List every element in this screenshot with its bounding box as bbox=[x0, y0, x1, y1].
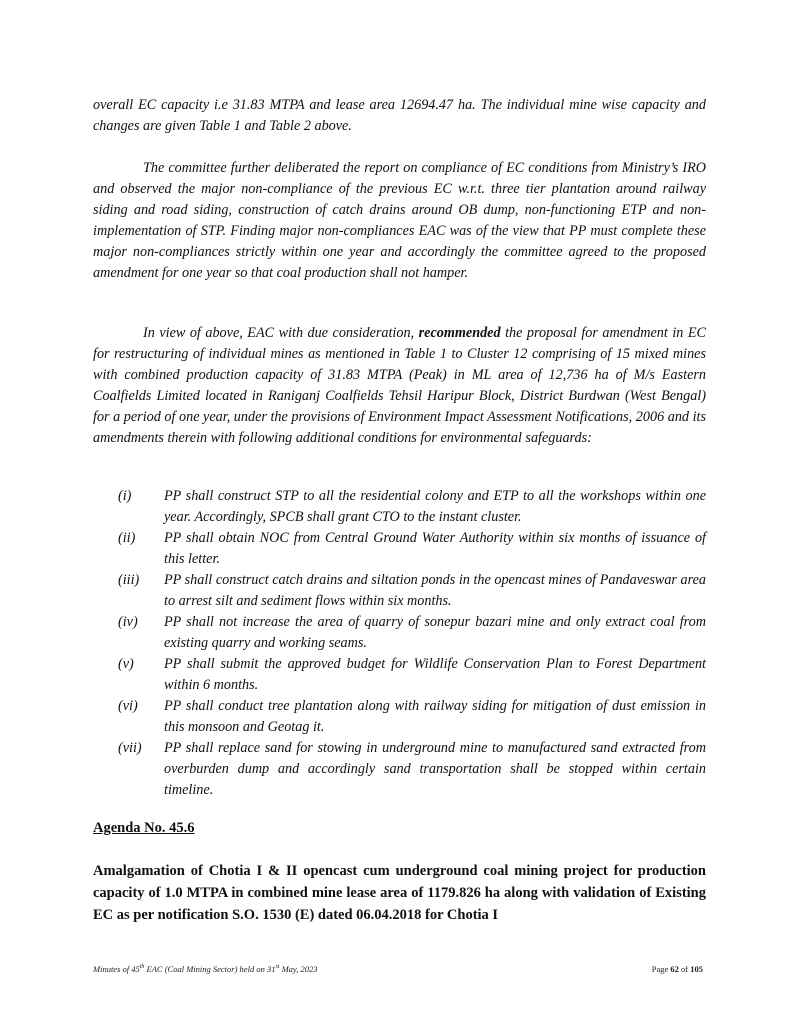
footer-sup: st bbox=[275, 964, 280, 971]
condition-number: (vi) bbox=[118, 698, 138, 714]
condition-item bbox=[93, 570, 706, 612]
page-prefix: Page bbox=[651, 964, 671, 974]
condition-text: PP shall not increase the area of quarry of sonepur bazari mine and only extract coal from existing quarry and working seams. bbox=[164, 614, 706, 651]
condition-text: PP shall conduct tree plantation along with railway siding for mitigation of dust emission in this monsoon and Geotag it. bbox=[164, 698, 706, 735]
condition-text: PP shall submit the approved budget for Wildlife Conservation Plan to Forest Department within 6 months. bbox=[164, 656, 706, 693]
condition-item bbox=[93, 696, 706, 738]
condition-number: (v) bbox=[118, 656, 134, 672]
footer-text: May, 2023 bbox=[279, 964, 318, 974]
page-of: of bbox=[678, 964, 691, 974]
recommendation-text-before: In view of above, EAC with due consideration, bbox=[143, 325, 419, 341]
condition-number: (iii) bbox=[118, 572, 140, 588]
condition-number: (iv) bbox=[118, 614, 138, 630]
page-total: 105 bbox=[690, 964, 703, 974]
condition-item bbox=[93, 654, 706, 696]
condition-text: PP shall obtain NOC from Central Ground Water Authority within six months of issuance of this letter. bbox=[164, 530, 706, 567]
condition-text: PP shall construct catch drains and siltation ponds in the opencast mines of Pandaveswar area to arrest silt and sediment flows within six months. bbox=[164, 572, 706, 609]
footer-sup: th bbox=[139, 964, 145, 971]
recommended-bold: recommended bbox=[418, 325, 501, 341]
condition-text: PP shall construct STP to all the residential colony and ETP to all the workshops within one year. Accordingly, SPCB shall grant CTO to the instant cluster. bbox=[164, 488, 706, 525]
footer-text: EAC (Coal Mining Sector) held on 31 bbox=[144, 964, 276, 974]
footer-text: Minutes of 45 bbox=[93, 964, 140, 974]
condition-number: (ii) bbox=[118, 530, 136, 546]
recommendation-text-after: the proposal for amendment in EC for restructuring of individual mines as mentioned in Table 1 to Cluster 12 comprising of 15 mixed mines with combined production capacity of 31.83 MTPA (Peak) in ML area of 12,736 ha of M/s Eastern Coalfields Limited located in Raniganj Coalfields Tehsil Haripur Block, District Burdwan (West Bengal) for a period of one year, under the provisions of Environment Impact Assessment Notifications, 2006 and its amendments therein with following additional conditions for environmental safeguards: bbox=[93, 325, 706, 446]
condition-number: (i) bbox=[118, 488, 132, 504]
condition-number: (vii) bbox=[118, 740, 142, 756]
agenda-title: Amalgamation of Chotia I & II opencast cum underground coal mining project for production capacity of 1.0 MTPA in combined mine lease area of 1179.826 ha along with validation of Existing EC as per notification S.O. 1530 (E) dated 06.04.2018 for Chotia I bbox=[93, 863, 706, 923]
page-current: 62 bbox=[670, 964, 679, 974]
conditions-list bbox=[93, 486, 706, 801]
paragraph-capacity: overall EC capacity i.e 31.83 MTPA and lease area 12694.47 ha. The individual mine wise capacity and changes are given Table 1 and Table 2 above. bbox=[93, 97, 706, 134]
condition-item bbox=[93, 528, 706, 570]
footer-minutes bbox=[93, 964, 317, 974]
condition-text: PP shall replace sand for stowing in underground mine to manufactured sand extracted from overburden dump and accordingly sand transportation shall be stopped within certain timeline. bbox=[164, 740, 706, 798]
paragraph-compliance: The committee further deliberated the report on compliance of EC conditions from Ministry’s IRO and observed the major non-compliance of the previous EC w.r.t. three tier plantation around railway siding and road siding, construction of catch drains around OB dump, non-functioning ETP and non-implementation of STP. Finding major non-compliances EAC was of the view that PP must complete these major non-compliances strictly within one year and accordingly the committee agreed to the proposed amendment for one year so that coal production shall not hamper. bbox=[93, 160, 706, 281]
condition-item bbox=[93, 486, 706, 528]
paragraph-recommendation bbox=[93, 323, 706, 449]
condition-item bbox=[93, 612, 706, 654]
page-number bbox=[652, 964, 703, 974]
agenda-heading: Agenda No. 45.6 bbox=[93, 820, 195, 836]
condition-item bbox=[93, 738, 706, 801]
